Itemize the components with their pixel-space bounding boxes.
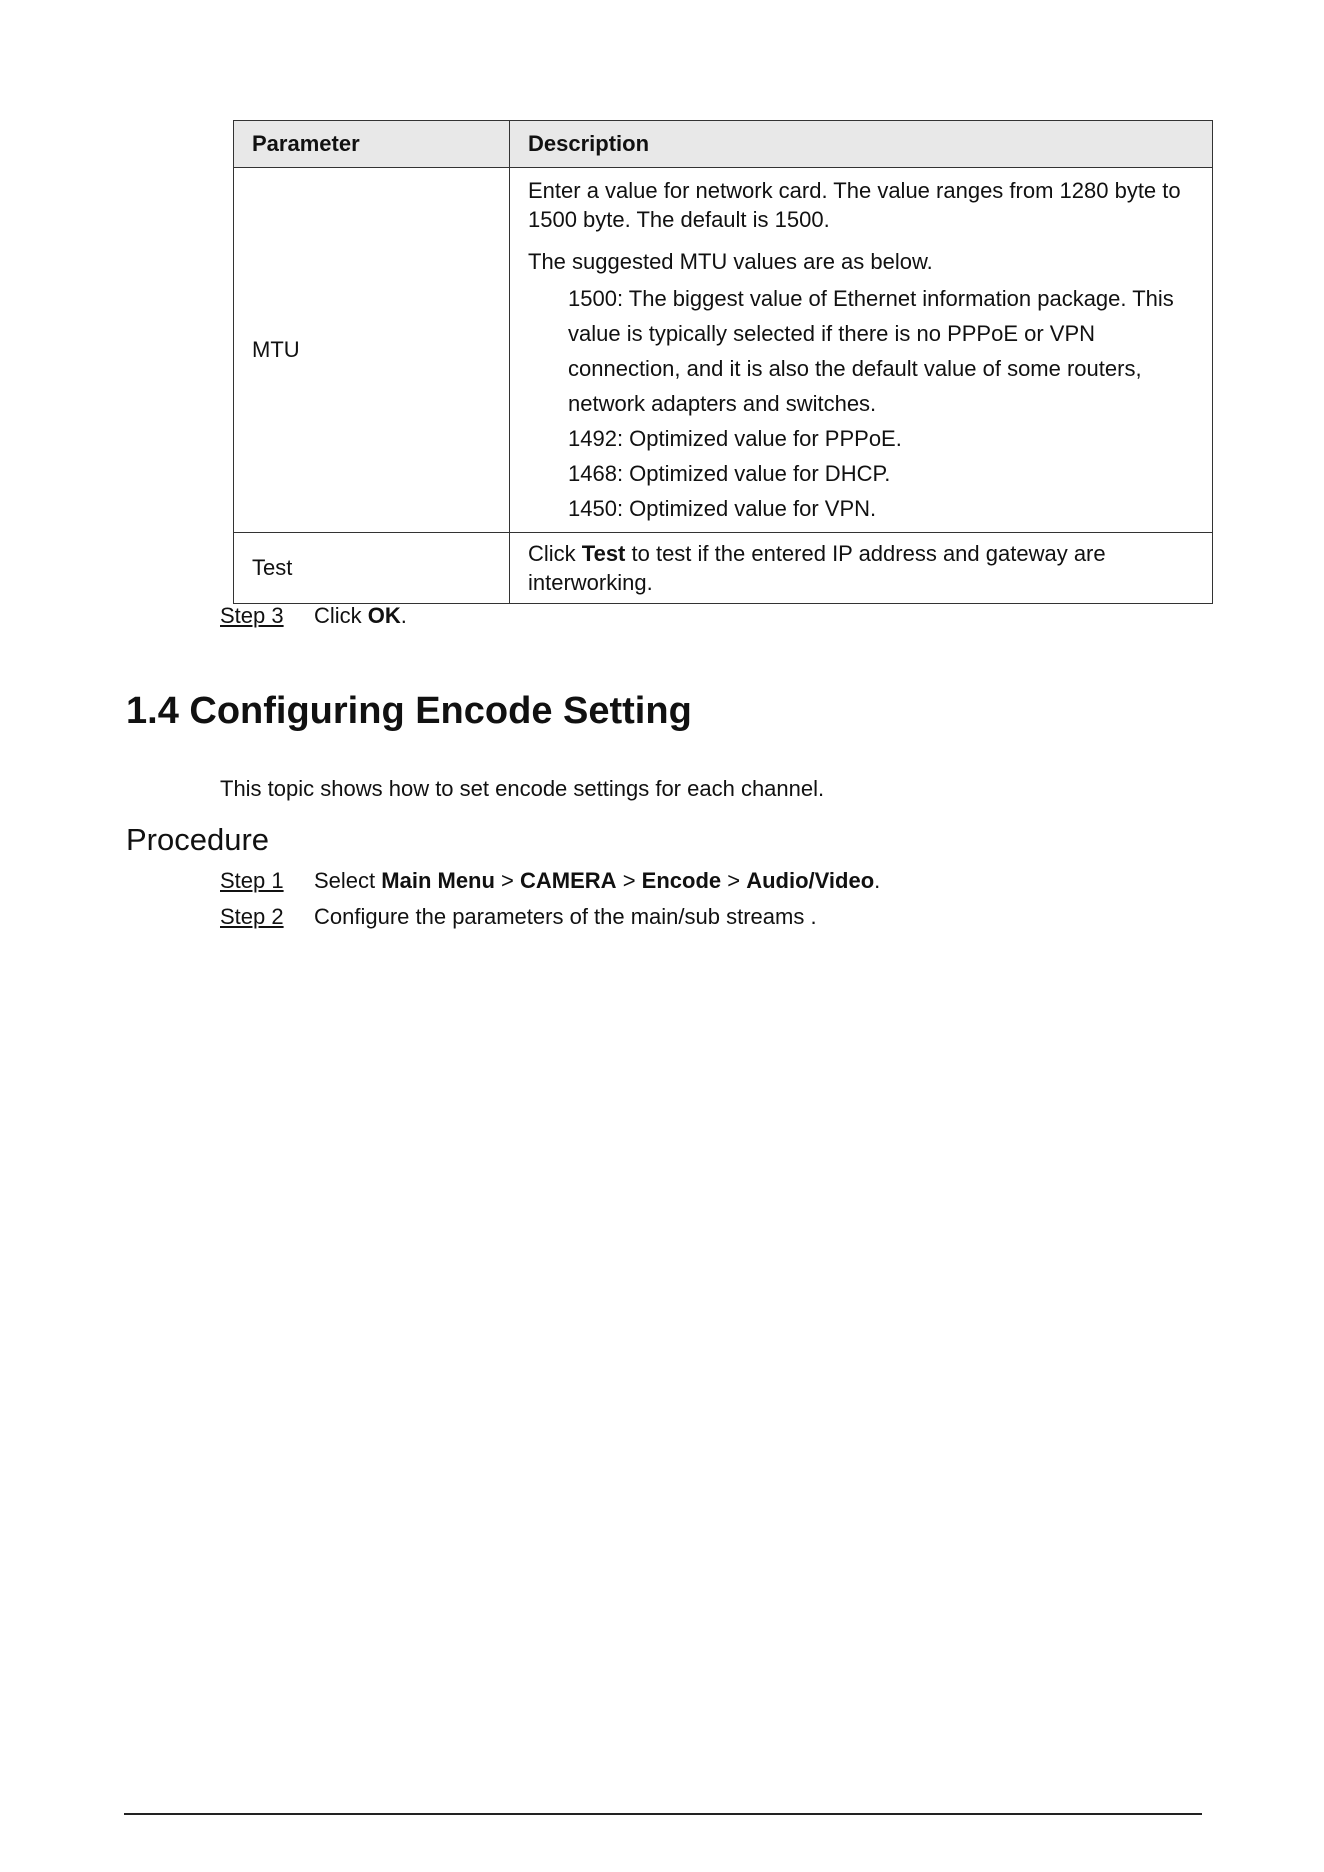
step-2 — [220, 904, 817, 930]
step-3-text — [314, 603, 407, 629]
step-3 — [220, 603, 407, 629]
step-1-text — [314, 868, 880, 894]
step-1-prefix: Select — [314, 868, 382, 893]
procedure-heading: Procedure — [126, 822, 270, 857]
ok-button-ref: OK — [367, 603, 401, 628]
table-header-row — [234, 121, 1212, 167]
test-description — [528, 539, 1198, 597]
menu-encode: Encode — [641, 868, 722, 893]
test-desc-suffix: to test if the entered IP address and gateway are interworking. — [528, 541, 1106, 595]
table-row-test — [234, 532, 1212, 603]
test-desc-prefix: Click — [528, 541, 582, 566]
step-1 — [220, 868, 880, 894]
menu-separator: > — [721, 868, 747, 893]
section-title: 1.4 Configuring Encode Setting — [126, 690, 692, 732]
list-item: 1450: Optimized value for VPN. — [568, 496, 877, 521]
param-cell-test: Test — [234, 533, 510, 603]
menu-main-menu: Main Menu — [381, 868, 495, 893]
footer-divider — [124, 1813, 1202, 1815]
step-1-suffix: . — [874, 868, 881, 893]
list-item: 1500: The biggest value of Ethernet information package. This value is typically selected if there is no PPPoE or VPN connection, and it is also the default value of some routers, network adapters and switches. — [568, 286, 1174, 416]
step-3-prefix: Click — [314, 603, 368, 628]
header-description: Description — [528, 131, 650, 156]
desc-cell-test — [510, 533, 1212, 603]
mtu-description-range: Enter a value for network card. The value ranges from 1280 byte to 1500 byte. The default is 1500. — [528, 178, 1181, 232]
list-item: 1492: Optimized value for PPPoE. — [568, 426, 902, 451]
step-2-label: Step 2 — [220, 904, 284, 929]
menu-separator: > — [616, 868, 642, 893]
table-row-mtu — [234, 167, 1212, 532]
step-3-label: Step 3 — [220, 603, 284, 628]
test-button-ref: Test — [581, 541, 626, 566]
param-cell-mtu: MTU — [234, 168, 510, 532]
menu-camera: CAMERA — [520, 868, 617, 893]
section-intro: This topic shows how to set encode settings for each channel. — [220, 776, 825, 801]
mtu-description-suggested: The suggested MTU values are as below. — [528, 249, 933, 274]
menu-separator: > — [494, 868, 521, 893]
menu-audio-video: Audio/Video — [746, 868, 875, 893]
step-1-label: Step 1 — [220, 868, 284, 893]
step-2-text: Configure the parameters of the main/sub streams . — [314, 904, 817, 929]
step-3-suffix: . — [400, 603, 407, 628]
header-parameter: Parameter — [234, 121, 510, 167]
mtu-values-list — [528, 281, 1198, 526]
parameter-table — [233, 120, 1213, 604]
list-item: 1468: Optimized value for DHCP. — [568, 461, 891, 486]
desc-cell-mtu — [510, 168, 1212, 532]
